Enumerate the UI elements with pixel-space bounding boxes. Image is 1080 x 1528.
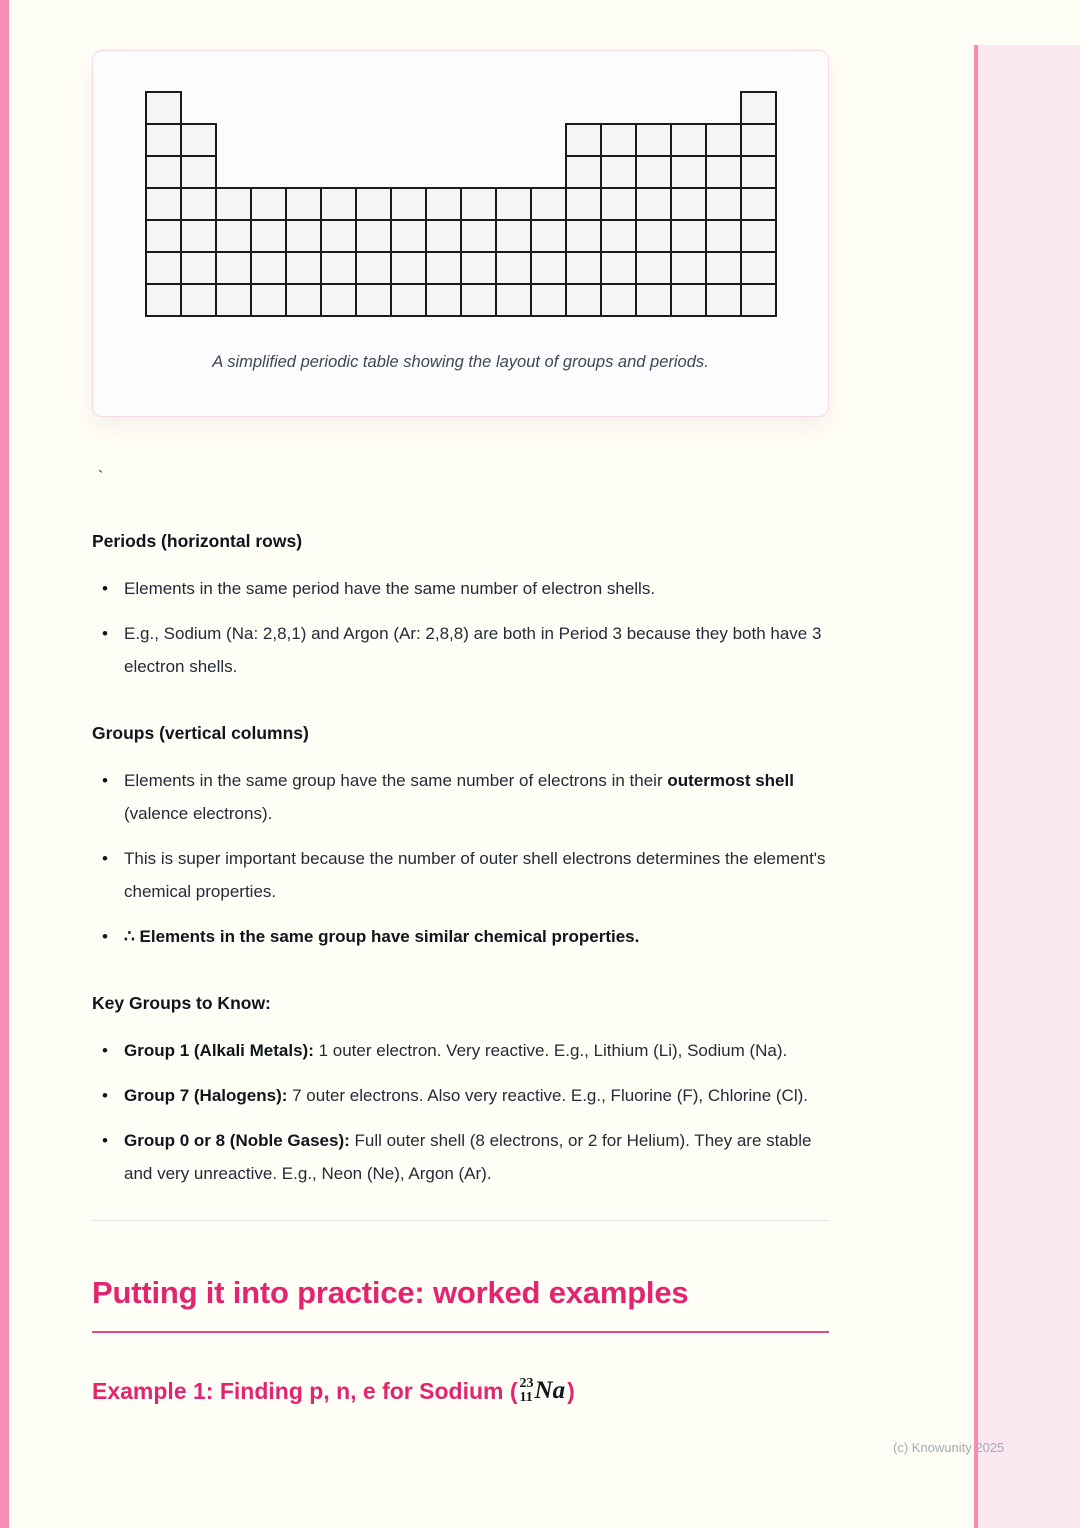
periodic-table-cell — [145, 123, 182, 157]
periodic-table-drawing — [145, 91, 777, 317]
periodic-table-cell — [285, 187, 322, 221]
periodic-table-cell — [320, 187, 357, 221]
periodic-table-cell — [635, 187, 672, 221]
figure-caption: A simplified periodic table showing the layout of groups and periods. — [212, 353, 709, 371]
atomic-number: 11 — [519, 1390, 533, 1405]
periodic-table-cell — [705, 251, 742, 285]
bullet-marker: • — [102, 579, 108, 598]
heading-underline — [92, 1331, 829, 1333]
periodic-table-cell — [495, 187, 532, 221]
periodic-table-cell — [670, 155, 707, 189]
right-margin-background — [978, 45, 1080, 1528]
periodic-table-cell — [740, 251, 777, 285]
periodic-table-cell — [565, 251, 602, 285]
periodic-table-cell — [495, 219, 532, 253]
periodic-table-cell — [355, 219, 392, 253]
periodic-table-cell — [565, 187, 602, 221]
bullet-text: E.g., Sodium (Na: 2,8,1) and Argon (Ar: 2,8,8) are both in Period 3 because they both have 3 electron shells. — [124, 624, 822, 676]
periodic-table-cell — [145, 91, 182, 125]
periodic-table-cell — [145, 251, 182, 285]
periodic-table-cell — [390, 187, 427, 221]
periodic-table-cell — [740, 187, 777, 221]
bullet-marker: • — [102, 927, 108, 946]
periodic-table-cell — [250, 251, 287, 285]
periodic-table-cell — [460, 283, 497, 317]
periodic-table-figure — [92, 50, 829, 417]
bullet-text: Group 7 (Halogens): 7 outer electrons. Also very reactive. E.g., Fluorine (F), Chlorine (Cl). — [124, 1086, 808, 1105]
periodic-table-cell — [145, 219, 182, 253]
periodic-table-cell — [355, 251, 392, 285]
element-symbol: Na — [534, 1377, 566, 1404]
periodic-table-cell — [180, 283, 217, 317]
periodic-table-cell — [565, 123, 602, 157]
periodic-table-cell — [530, 283, 567, 317]
periodic-table-cell — [635, 123, 672, 157]
periodic-table-cell — [180, 187, 217, 221]
periodic-table-cell — [600, 187, 637, 221]
bullet-marker: • — [102, 771, 108, 790]
bullet-item — [102, 764, 829, 830]
periodic-table-cell — [320, 283, 357, 317]
watermark: (c) Knowunity 2025 — [893, 1440, 1005, 1455]
bullet-item — [102, 572, 829, 605]
periodic-table-cell — [740, 283, 777, 317]
bullet-text: Group 0 or 8 (Noble Gases): Full outer shell (8 electrons, or 2 for Helium). They are stable and very unreactive. E.g., Neon (Ne), Argon (Ar). — [124, 1131, 812, 1183]
periodic-table-cell — [285, 283, 322, 317]
notes-sections — [92, 531, 829, 1190]
bullet-item — [102, 617, 829, 683]
section-heading: Groups (vertical columns) — [92, 723, 309, 743]
periodic-table-cell — [145, 187, 182, 221]
periodic-table-cell — [670, 123, 707, 157]
periodic-table-cell — [460, 251, 497, 285]
periodic-table-cell — [215, 251, 252, 285]
periodic-table-cell — [740, 219, 777, 253]
bullet-list — [92, 572, 829, 683]
periodic-table-cell — [705, 123, 742, 157]
periodic-table-cell — [320, 219, 357, 253]
periodic-table-cell — [600, 251, 637, 285]
left-accent-strip — [0, 0, 9, 1528]
example1-heading-prefix: Example 1: Finding p, n, e for Sodium ( — [92, 1377, 518, 1404]
isotope-numbers — [520, 1377, 534, 1405]
periodic-table-cell — [670, 219, 707, 253]
periodic-table-cell — [215, 283, 252, 317]
periodic-table-cell — [355, 187, 392, 221]
periodic-table-cell — [565, 155, 602, 189]
periodic-table-cell — [145, 155, 182, 189]
bullet-text: This is super important because the number of outer shell electrons determines the element's chemical properties. — [124, 849, 826, 901]
periodic-table-cell — [285, 219, 322, 253]
periodic-table-cell — [495, 283, 532, 317]
periodic-table-cell — [180, 219, 217, 253]
periodic-table-cell — [215, 187, 252, 221]
periodic-table-cell — [600, 283, 637, 317]
periodic-table-cell — [460, 187, 497, 221]
bullet-list — [92, 764, 829, 953]
periodic-table-cell — [600, 219, 637, 253]
periodic-table-cell — [740, 155, 777, 189]
bullet-item — [102, 920, 829, 953]
bullet-item — [102, 1124, 829, 1190]
periodic-table-cell — [250, 187, 287, 221]
periodic-table-cell — [425, 219, 462, 253]
periodic-table-cell — [705, 187, 742, 221]
periodic-table-cell — [180, 251, 217, 285]
periodic-table-cell — [320, 251, 357, 285]
periodic-table-cell — [425, 251, 462, 285]
bullet-text: Elements in the same group have the same number of electrons in their outermost shell (valence electrons). — [124, 771, 794, 823]
periodic-table-cell — [180, 155, 217, 189]
periodic-table-cell — [425, 283, 462, 317]
periodic-table-cell — [670, 283, 707, 317]
worked-examples-heading: Putting it into practice: worked examples — [92, 1275, 689, 1310]
periodic-table-cell — [425, 187, 462, 221]
periodic-table-cell — [390, 219, 427, 253]
bullet-marker: • — [102, 624, 108, 643]
periodic-table-cell — [635, 219, 672, 253]
periodic-table-cell — [145, 283, 182, 317]
periodic-table-cell — [285, 251, 322, 285]
periodic-table-cell — [705, 219, 742, 253]
bullet-item — [102, 1034, 829, 1067]
periodic-table-cell — [705, 155, 742, 189]
bullet-list — [92, 1034, 829, 1190]
periodic-table-cell — [565, 219, 602, 253]
periodic-table-cell — [180, 123, 217, 157]
bullet-text: Group 1 (Alkali Metals): 1 outer electron. Very reactive. E.g., Lithium (Li), Sodium (Na). — [124, 1041, 788, 1060]
section-heading: Key Groups to Know: — [92, 993, 271, 1013]
notes-page-content — [92, 50, 829, 1405]
section-heading: Periods (horizontal rows) — [92, 531, 303, 551]
periodic-table-cell — [390, 283, 427, 317]
bullet-text: Elements in the same period have the same number of electron shells. — [124, 579, 656, 598]
bullet-item — [102, 1079, 829, 1112]
periodic-table-cell — [495, 251, 532, 285]
periodic-table-cell — [215, 219, 252, 253]
mass-number: 23 — [519, 1376, 534, 1391]
periodic-table-cell — [530, 187, 567, 221]
periodic-table-cell — [250, 283, 287, 317]
periodic-table-cell — [740, 91, 777, 125]
periodic-table-cell — [355, 283, 392, 317]
periodic-table-cell — [565, 283, 602, 317]
periodic-table-cell — [530, 219, 567, 253]
bullet-marker: • — [102, 1086, 108, 1105]
stray-backtick: ` — [98, 469, 104, 486]
example1-heading — [92, 1377, 829, 1405]
section-divider — [92, 1220, 829, 1221]
periodic-table-cell — [670, 187, 707, 221]
periodic-table-cell — [600, 123, 637, 157]
periodic-table-cell — [740, 123, 777, 157]
periodic-table-cell — [635, 155, 672, 189]
isotope-notation — [520, 1377, 566, 1405]
bullet-marker: • — [102, 1131, 108, 1150]
periodic-table-cell — [250, 219, 287, 253]
bullet-marker: • — [102, 849, 108, 868]
bullet-marker: • — [102, 1041, 108, 1060]
bullet-item — [102, 842, 829, 908]
periodic-table-cell — [600, 155, 637, 189]
periodic-table-cell — [670, 251, 707, 285]
periodic-table-cell — [390, 251, 427, 285]
periodic-table-cell — [530, 251, 567, 285]
periodic-table-cell — [705, 283, 742, 317]
periodic-table-cell — [460, 219, 497, 253]
periodic-table-cell — [635, 283, 672, 317]
bullet-text: ∴ Elements in the same group have similar chemical properties. — [124, 927, 640, 946]
right-accent-line — [974, 45, 978, 1528]
periodic-table-cell — [635, 251, 672, 285]
example1-heading-suffix: ) — [567, 1377, 575, 1404]
